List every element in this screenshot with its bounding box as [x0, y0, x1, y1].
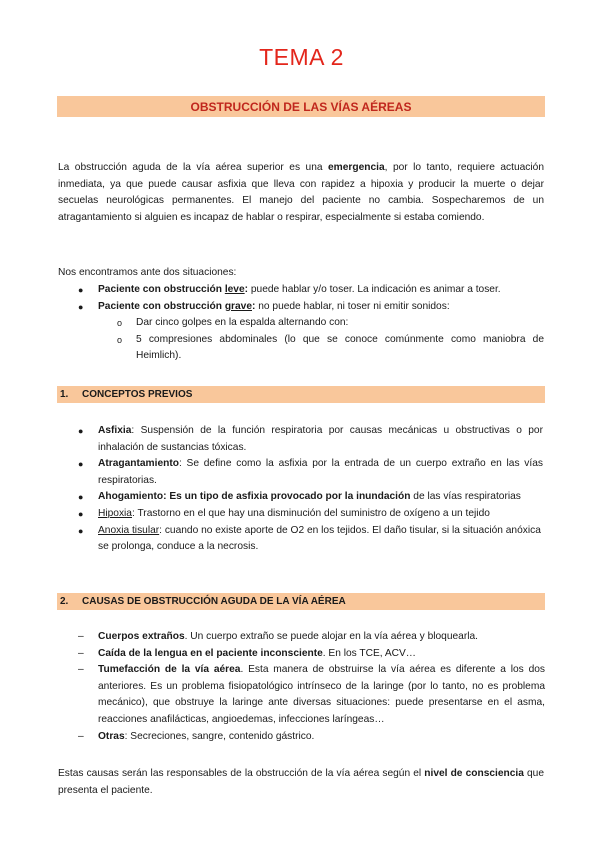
main-heading: OBSTRUCCIÓN DE LAS VÍAS AÉREAS	[190, 99, 412, 114]
list-item: – Tumefacción de la vía aérea. Esta manera de obstruirse la vía aérea es diferente a los dos anteriores. Es un problema fisiopatológico intrínseco de la laringe (por lo tanto, no es problema mecánico), que obstruye la laringe ante diversas situaciones: puede presentarse en el asma, reacciones anafilácticas, angioedemas, infecciones laríngeas…	[78, 664, 545, 725]
page-title: TEMA 2	[259, 44, 344, 70]
bullet-icon: ●	[78, 492, 84, 503]
dash-icon: –	[78, 664, 84, 676]
section-2-heading: CAUSAS DE OBSTRUCCIÓN AGUDA DE LA VÍA AÉREA	[82, 596, 346, 607]
emphasis-nivel-de-consciencia: nivel de consciencia	[424, 768, 524, 779]
sub-bullet-icon: o	[117, 334, 123, 345]
dash-icon: –	[78, 730, 84, 742]
list-item: ● Paciente con obstrucción leve: puede hablar y/o toser. La indicación es animar a toser.	[0, 282, 543, 299]
bullet-icon: ●	[78, 301, 84, 312]
causes-list	[0, 629, 603, 745]
sub-list-item: o Dar cinco golpes en la espalda alternando con:	[0, 315, 544, 332]
bullet-icon: ●	[78, 285, 84, 295]
section-1-heading: CONCEPTOS PREVIOS	[82, 389, 193, 400]
list-item: ● Paciente con obstrucción grave: no puede hablar, ni toser ni emitir sonidos:	[0, 299, 543, 316]
list-item: ● Anoxia tisular: cuando no existe aporte de O2 en los tejidos. El daño tisular, si la situación anóxica se prolonga, conduce a la necrosis.	[78, 524, 541, 553]
bullet-icon: ●	[78, 459, 84, 470]
sub-list-item: o 5 compresiones abdominales (lo que se conoce comúnmente como maniobra de Heimlich).	[117, 333, 544, 362]
emphasis-emergencia: emergencia	[328, 162, 385, 173]
closing-paragraph: Estas causas serán las responsables de la obstrucción de la vía aérea según el nivel de consciencia que presenta el paciente.	[58, 768, 545, 796]
section-2-number: 2.	[60, 596, 69, 607]
intro-paragraph: La obstrucción aguda de la vía aérea superior es una emergencia, por lo tanto, requiere actuación inmediata, ya que puede causar asfixia que lleva con rapidez a hipoxia y producir la muerte o dejar secuelas neurológicas permanentes. El manejo del paciente no cambia. Sospecharemos de un atragantamiento si alguien es incapaz de hablar o respirar, especialmente si estaba comiendo.	[58, 162, 544, 223]
concepts-list	[0, 423, 603, 556]
list-item: – Otras: Secreciones, sangre, contenido gástrico.	[0, 729, 545, 746]
bullet-icon: ●	[78, 508, 84, 519]
main-heading-bar	[57, 96, 545, 117]
list-item: ● Atragantamiento: Se define como la asfixia por la entrada de un cuerpo extraño en las vías respiratorias.	[78, 458, 543, 486]
situations-lead: Nos encontramos ante dos situaciones:	[58, 267, 237, 278]
dash-icon: –	[78, 631, 84, 642]
list-item: – Caída de la lengua en el paciente inconsciente. En los TCE, ACV…	[0, 646, 545, 663]
section-1-heading-bar	[57, 386, 545, 403]
list-item: – Cuerpos extraños. Un cuerpo extraño se puede alojar en la vía aérea y bloquearla.	[0, 629, 545, 646]
list-item: ● Ahogamiento: Es un tipo de asfixia provocado por la inundación de las vías respiratorias	[0, 489, 543, 506]
sub-bullet-icon: o	[117, 318, 123, 329]
situations-list	[0, 282, 603, 365]
list-item: ● Asfixia: Suspensión de la función respiratoria por causas mecánicas u obstructivas o por inhalación de sustancias tóxicas.	[78, 425, 543, 453]
bullet-icon: ●	[78, 525, 84, 536]
section-2-heading-bar	[57, 593, 545, 610]
section-1-number: 1.	[60, 389, 69, 400]
list-item: ● Hipoxia: Trastorno en el que hay una disminución del suministro de oxígeno a un tejido	[0, 506, 543, 523]
dash-icon: –	[78, 647, 84, 659]
bullet-icon: ●	[78, 426, 84, 436]
